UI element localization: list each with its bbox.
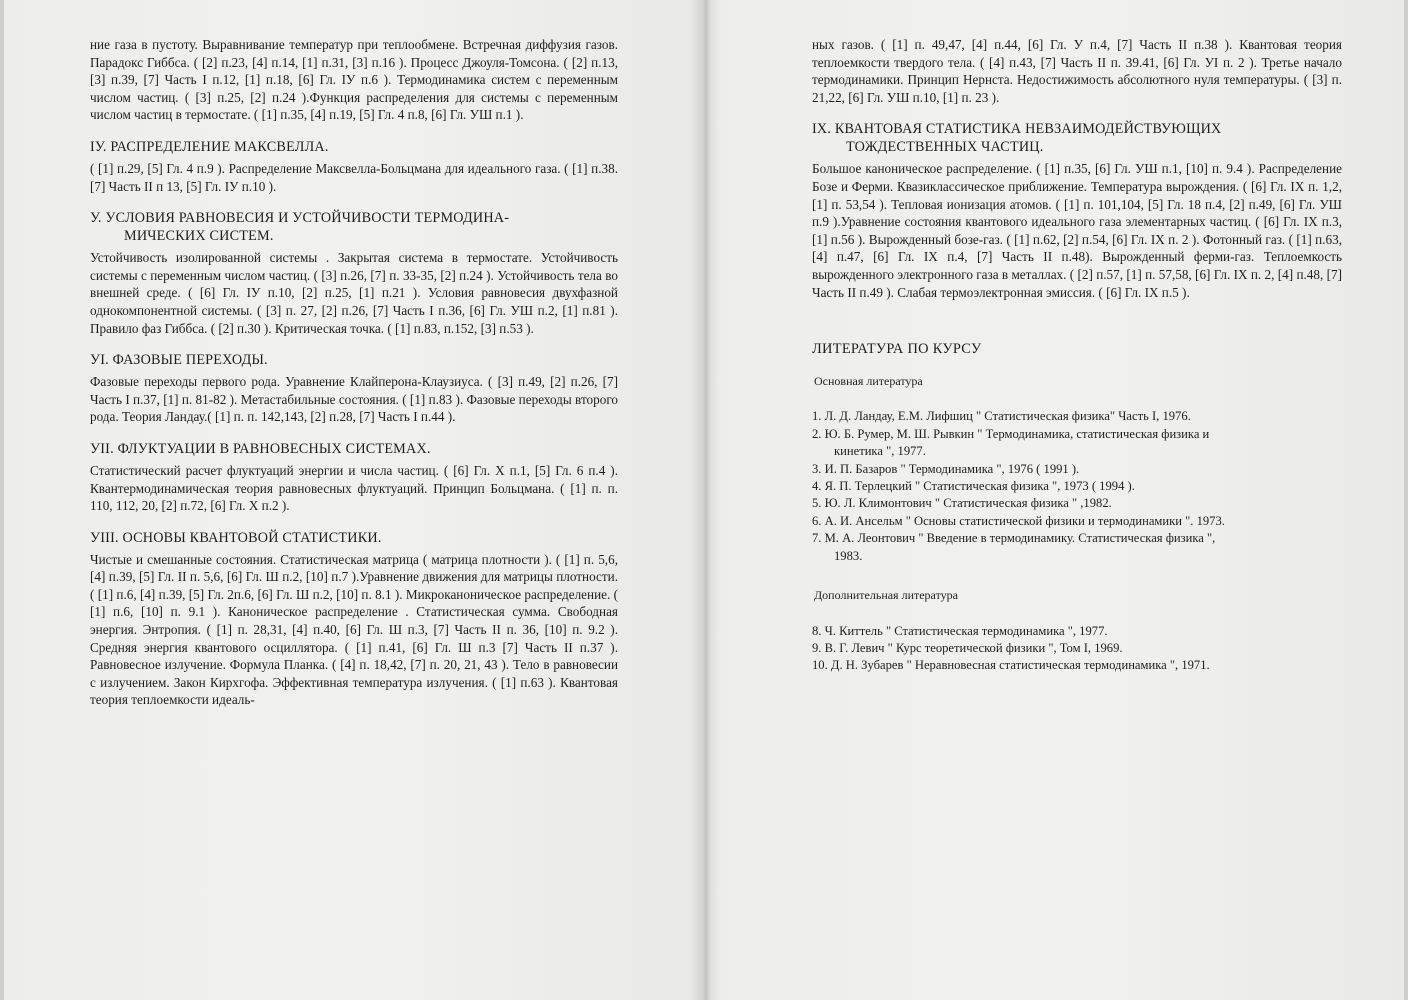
list-item [812, 623, 1342, 640]
section-heading [90, 209, 618, 245]
page-edge-shadow [0, 0, 4, 1000]
reference-continuation: 1983. [834, 548, 863, 563]
list-item [812, 461, 1342, 478]
extra-literature-list [812, 623, 1342, 675]
reference-text: 4. Я. П. Терлецкий " Статистическая физика ", 1973 ( 1994 ). [812, 478, 1135, 493]
section-heading-text: IУ. РАСПРЕДЕЛЕНИЕ МАКСВЕЛЛА. [90, 138, 329, 155]
section-text: ( [1] п.29, [5] Гл. 4 п.9 ). Распределение Максвелла-Больцмана для идеального газа. ( [1] п.38. [7] Часть II п 13, [5] Гл. IУ п.10 ). [90, 160, 618, 194]
section-vi [90, 351, 618, 426]
section-heading-text: УII. ФЛУКТУАЦИИ В РАВНОВЕСНЫХ СИСТЕМАХ. [90, 440, 431, 457]
section-heading-text: УIII. ОСНОВЫ КВАНТОВОЙ СТАТИСТИКИ. [90, 529, 382, 546]
section-text: Чистые и смешанные состояния. Статистическая матрица ( матрица плотности ). ( [1] п. 5,6, [4] п.39, [5] Гл. II п. 5,6, [6] Гл. Ш п.2, [10] п.7 ).Уравнение движения для матрицы плотности. ( [1] п.6, [4] п.39, [5] Гл. 2п.6, [6] Гл. Ш п.2, [10] п. 8.1 ). Микроканоническое распределение. ( [1] п.6, [10] п. 9.1 ). Каноническое распределение . Статистическая сумма. Свободная энергия. Энтропия. ( [1] п. 28,31, [4] п.40, [6] Гл. Ш п.3, [7] Часть II п. 36, [10] п. 9.2 ). Средняя энергия квантового осциллятора. ( [1] п.41, [6] Гл. Ш п.3 [7] Часть II п.37 ). Равновесное излучение. Формула Планка. ( [4] п. 18,42, [7] п. 20, 21, 43 ). Тело в равновесии с излучением. Закон Кирхгофа. Эффективная температура излучения. ( [1] п.63 ). Квантовая теория теплоемкости идеаль- [90, 551, 618, 708]
section-heading [90, 529, 618, 547]
list-item [812, 513, 1342, 530]
list-item [812, 495, 1342, 512]
section-vii [90, 440, 618, 515]
list-item [812, 408, 1342, 425]
section-heading-text: УI. ФАЗОВЫЕ ПЕРЕХОДЫ. [90, 352, 268, 369]
section-text: Статистический расчет флуктуаций энергии и числа частиц. ( [6] Гл. X п.1, [5] Гл. 6 п.4 ). Квантермодинамическая теория равновесных флуктуаций. Принцип Больцмана. ( [1] п. п. 110, 112, 20, [2] п.72, [6] Гл. X п.2 ). [90, 462, 618, 514]
list-item [812, 530, 1342, 565]
section-heading-text: У. УСЛОВИЯ РАВНОВЕСИЯ И УСТОЙЧИВОСТИ ТЕРМОДИНА- [90, 210, 510, 227]
section-ix [812, 120, 1342, 301]
section-text: Устойчивость изолированной системы . Закрытая система в термостате. Устойчивость системы с переменным числом частиц. ( [3] п.26, [7] п. 33-35, [2] п.24 ). Устойчивость тела во внешней среде. ( [6] Гл. IУ п.10, [2] п.25, [1] п.21 ). Условия равновесия двухфазной однокомпонентной системы. ( [3] п. 27, [2] п.26, [7] Часть I п.36, [6] Гл. УШ п.2, [1] п.81 ). Правило фаз Гиббса. ( [2] п.30 ). Критическая точка. ( [1] п.83, п.152, [3] п.53 ). [90, 250, 618, 336]
section-viii [90, 529, 618, 709]
section-iv [90, 138, 618, 195]
literature-title: ЛИТЕРАТУРА ПО КУРСУ [812, 341, 982, 358]
spacer [812, 565, 1342, 587]
section-text: Большое каноническое распределение. ( [1] п.35, [6] Гл. УШ п.1, [10] п. 9.4 ). Распределение Бозе и Ферми. Квазиклассическое приближение. Температура вырождения. ( [6] Гл. IX п. 1,2, [1] п. 53,54 ). Тепловая ионизация атомов. ( [1] п. 101,104, [5] Гл. 18 п.4, [2] п.49, [6] Гл. УШ п.9 ).Уравнение состояния квантового идеального газа элементарных частиц. ( [6] Гл. IX п.3, [1] п.56 ). Вырожденный бозе-газ. ( [1] п.62, [2] п.54, [6] Гл. IX п. 2 ). Фотонный газ. ( [1] п.63, [4] п.47, [6] Гл. IX п.4, [7] Часть II п.48). Вырожденный ферми-газ. Теплоемкость вырожденного электронного газа в металлах. ( [2] п.57, [1] п. 57,58, [6] Гл. IX п. 2, [4] п.48, [7] Часть II п.49 ). Слабая термоэлектронная эмиссия. ( [6] Гл. IX п.5 ). [812, 161, 1342, 300]
reference-text: 3. И. П. Базаров " Термодинамика ", 1976 ( 1991 ). [812, 461, 1080, 476]
section-heading-continuation: ТОЖДЕСТВЕННЫХ ЧАСТИЦ. [846, 139, 1044, 156]
reference-text: 8. Ч. Киттель " Статистическая термодинамика ", 1977. [812, 623, 1108, 638]
section-heading [90, 440, 618, 458]
reference-text: 10. Д. Н. Зубарев " Неравновесная статистическая термодинамика ", 1971. [812, 658, 1210, 673]
intro-paragraph: ных газов. ( [1] п. 49,47, [4] п.44, [6] Гл. У п.4, [7] Часть II п.38 ). Квантовая теория теплоемкости твердого тела. ( [4] п.43, [7] Часть II п. 39.41, [6] Гл. УI п. 2 ). Третье начало термодинамики. Принцип Нернста. Недостижимость абсолютного нуля температуры. ( [3] п. 21,22, [6] Гл. УШ п.10, [1] п. 23 ). [812, 37, 1342, 105]
right-column [812, 36, 1342, 675]
reference-text: 2. Ю. Б. Румер, М. Ш. Рывкин " Термодинамика, статистическая физика и [812, 426, 1210, 441]
book-gutter [690, 0, 720, 1000]
section-heading-continuation: МИЧЕСКИХ СИСТЕМ. [124, 228, 274, 245]
reference-continuation: кинетика ", 1977. [834, 444, 926, 459]
main-literature-list [812, 408, 1342, 565]
left-column [90, 36, 618, 709]
list-item [812, 640, 1342, 657]
main-literature-label: Основная литература [814, 373, 923, 388]
section-heading-text: IX. КВАНТОВАЯ СТАТИСТИКА НЕВЗАИМОДЕЙСТВУЮЩИХ [812, 121, 1222, 138]
list-item [812, 426, 1342, 461]
section-text: Фазовые переходы первого рода. Уравнение Клайперона-Клаузиуса. ( [3] п.49, [2] п.26, [7] Часть I п.37, [1] п. 81-82 ). Метастабильные состояния. ( [1] п.83 ). Фазовые переходы второго рода. Теория Ландау.( [1] п. п. 142,143, [2] п.28, [7] Часть I п.44 ). [90, 374, 618, 425]
reference-text: 1. Л. Д. Ландау, Е.М. Лифшиц " Статистическая физика" Часть I, 1976. [812, 409, 1191, 424]
section-heading [90, 351, 618, 369]
section-v [90, 209, 618, 337]
section-heading [812, 120, 1342, 156]
reference-text: 7. М. А. Леонтович " Введение в термодинамику. Статистическая физика ", [812, 531, 1216, 546]
section-heading [90, 138, 618, 156]
page-edge-shadow [1404, 0, 1408, 1000]
reference-text: 9. В. Г. Левич " Курс теоретической физики ", Том I, 1969. [812, 640, 1123, 655]
list-item [812, 657, 1342, 674]
intro-paragraph: ние газа в пустоту. Выравнивание температур при теплообмене. Встречная диффузия газов. Парадокс Гиббса. ( [2] п.23, [4] п.14, [1] п.31, [3] п.16 ). Процесс Джоуля-Томсона. ( [2] п.13, [3] п.39, [7] Часть I п.12, [1] п.18, [6] Гл. IУ п.6 ). Термодинамика систем с переменным числом частиц. ( [3] п.25, [2] п.24 ).Функция распределения для системы с переменным числом частиц в термостате. ( [1] п.35, [4] п.19, [5] Гл. 4 п.8, [6] Гл. УШ п.1 ). [90, 37, 618, 123]
reference-text: 6. А. И. Ансельм " Основы статистической физики и термодинамики ". 1973. [812, 513, 1225, 528]
reference-text: 5. Ю. Л. Климонтович " Статистическая физика " ,1982. [812, 496, 1112, 511]
extra-literature-label: Дополнительная литература [814, 587, 958, 602]
list-item [812, 478, 1342, 495]
